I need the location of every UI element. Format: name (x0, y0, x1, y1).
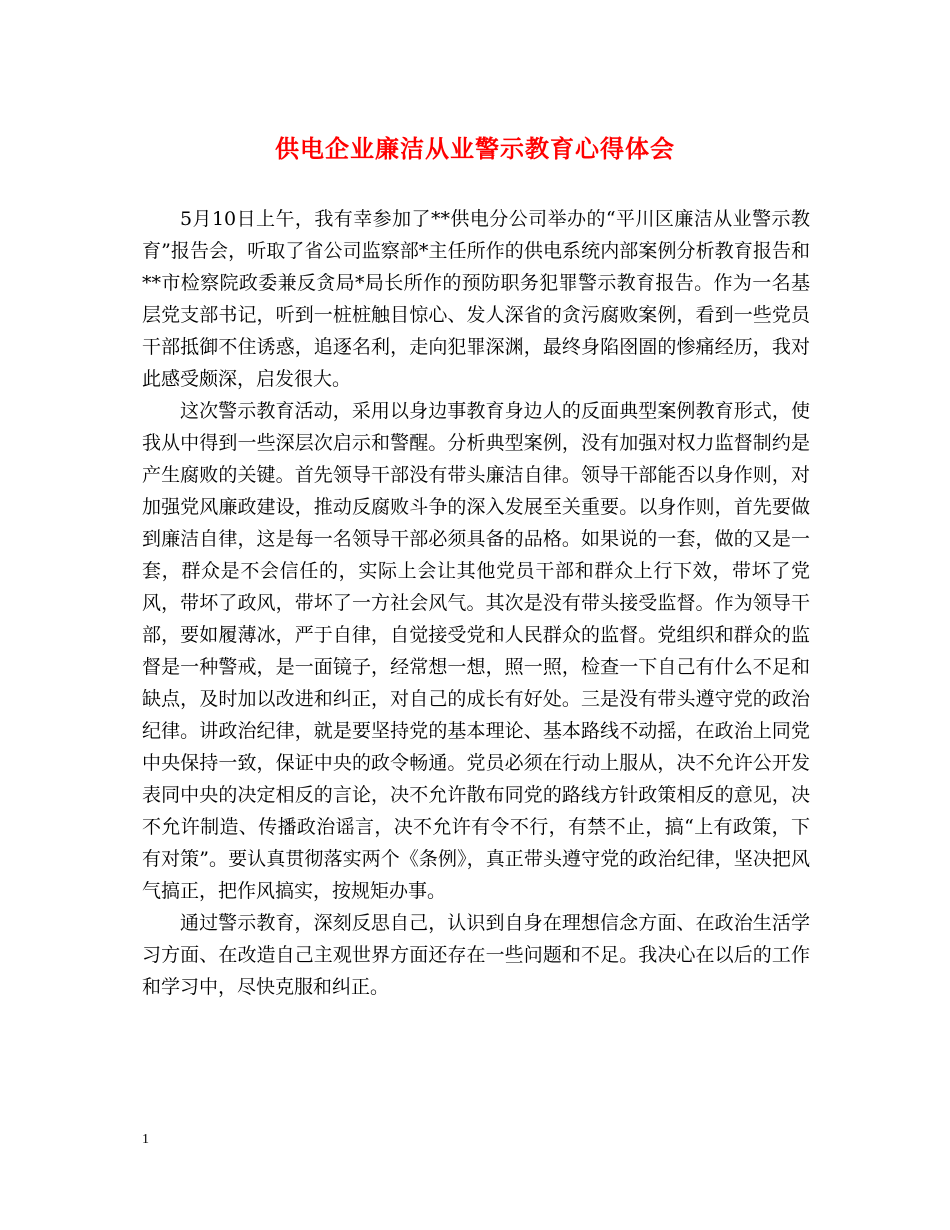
paragraph-2: 这次警示教育活动，采用以身边事教育身边人的反面典型案例教育形式，使我从中得到一些深层次启示和警醒。分析典型案例，没有加强对权力监督制约是产生腐败的关键。首先领导干部没有带头廉洁自律。领导干部能否以身作则，对加强党风廉政建设，推动反腐败斗争的深入发展至关重要。以身作则，首先要做到廉洁自律，这是每一名领导干部必须具备的品格。如果说的一套，做的又是一套，群众是不会信任的，实际上会让其他党员干部和群众上行下效，带坏了党风，带坏了政风，带坏了一方社会风气。其次是没有带头接受监督。作为领导干部，要如履薄冰，严于自律，自觉接受党和人民群众的监督。党组织和群众的监督是一种警戒，是一面镜子，经常想一想，照一照，检查一下自己有什么不足和缺点，及时加以改进和纠正，对自己的成长有好处。三是没有带头遵守党的政治纪律。讲政治纪律，就是要坚持党的基本理论、基本路线不动摇，在政治上同党中央保持一致，保证中央的政令畅通。党员必须在行动上服从，决不允许公开发表同中央的决定相反的言论，决不允许散布同党的路线方针政策相反的意见，决不允许制造、传播政治谣言，决不允许有令不行，有禁不止，搞“上有政策，下有对策”。要认真贯彻落实两个《条例》，真正带头遵守党的政治纪律，坚决把风气搞正，把作风搞实，按规矩办事。 (142, 400, 810, 902)
paragraph-3: 通过警示教育，深刻反思自己，认识到自身在理想信念方面、在政治生活学习方面、在改造自己主观世界方面还存在一些问题和不足。我决心在以后的工作和学习中，尽快克服和纠正。 (142, 912, 810, 998)
page-number: 1 (142, 1132, 149, 1147)
page-title: 供电企业廉洁从业警示教育心得体会 (275, 134, 675, 163)
paragraph-1: 5月10日上午，我有幸参加了**供电分公司举办的“平川区廉洁从业警示教育”报告会，听取了省公司监察部*主任所作的供电系统内部案例分析教育报告和**市检察院政委兼反贪局*局长所作的预防职务犯罪警示教育报告。作为一名基层党支部书记，听到一桩桩触目惊心、发人深省的贪污腐败案例，看到一些党员干部抵御不住诱惑，追逐名利，走向犯罪深渊，最终身陷囹圄的惨痛经历，我对此感受颇深，启发很大。 (142, 208, 810, 390)
document-body (142, 203, 810, 1003)
